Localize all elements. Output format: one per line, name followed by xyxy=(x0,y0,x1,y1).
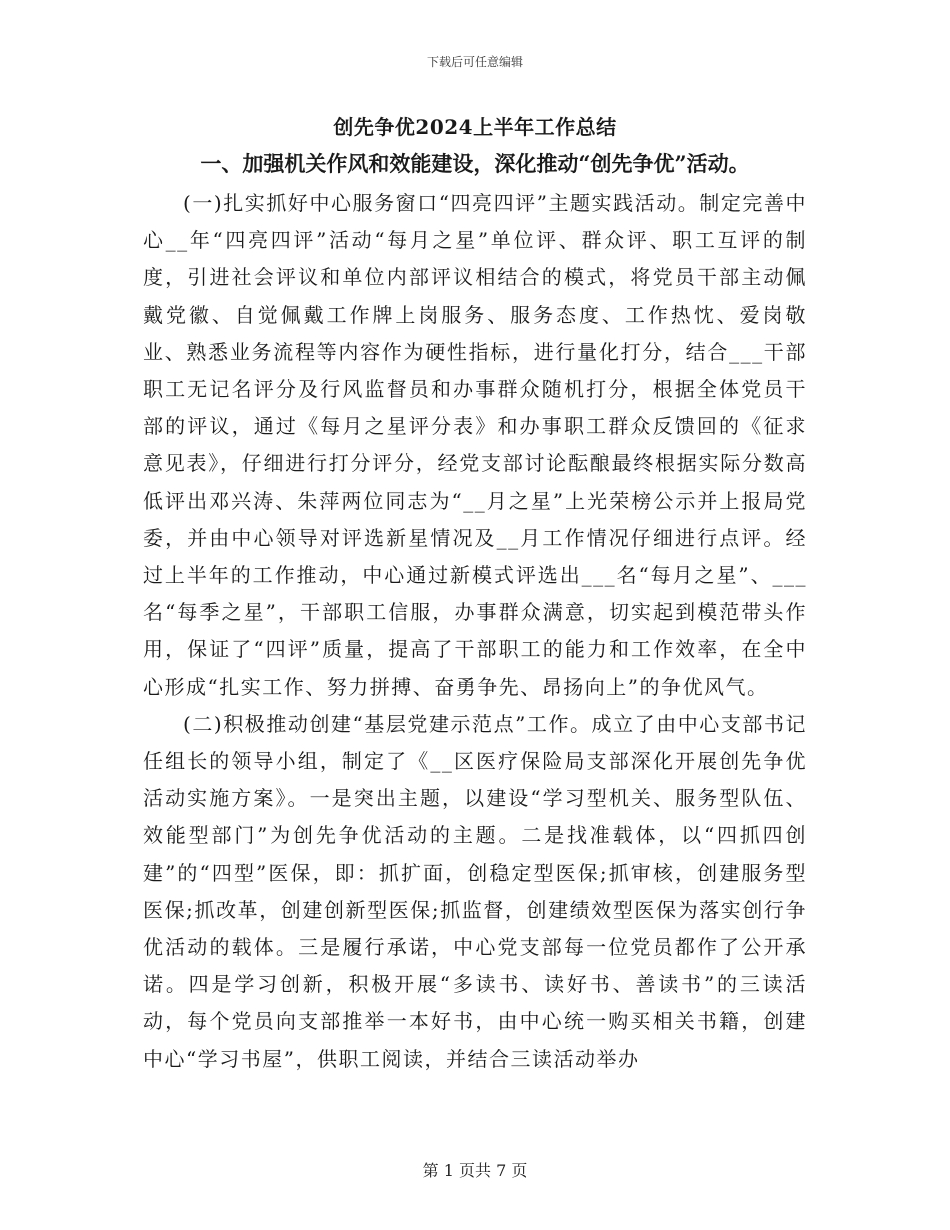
document-body xyxy=(143,113,807,1078)
paragraph-1: (一)扎实抓好中心服务窗口“四亮四评”主题实践活动。制定完善中心__年“四亮四评”活动“每月之星”单位评、群众评、职工互评的制度，引进社会评议和单位内部评议相结合的模式，将党员干部主动佩戴党徽、自觉佩戴工作牌上岗服务、服务态度、工作热忱、爱岗敬业、熟悉业务流程等内容作为硬性指标，进行量化打分，结合___干部职工无记名评分及行风监督员和办事群众随机打分，根据全体党员干部的评议，通过《每月之星评分表》和办事职工群众反馈回的《征求意见表》，仔细进行打分评分，经党支部讨论酝酿最终根据实际分数高低评出邓兴涛、朱萍两位同志为“__月之星”上光荣榜公示并上报局党委，并由中心领导对评选新星情况及__月工作情况仔细进行点评。经过上半年的工作推动，中心通过新模式评选出___名“每月之星”、___名“每季之星”，干部职工信服，办事群众满意，切实起到模范带头作用，保证了“四评”质量，提高了干部职工的能力和工作效率，在全中心形成“扎实工作、努力拼搏、奋勇争先、昂扬向上”的争优风气。 xyxy=(143,191,807,699)
page-footer: 第 1 页共 7 页 xyxy=(422,1161,528,1180)
document-title: 创先争优2024上半年工作总结 xyxy=(333,115,617,139)
paragraph-2: (二)积极推动创建“基层党建示范点”工作。成立了由中心支部书记任组长的领导小组，制定了《__区医疗保险局支部深化开展创先争优活动实施方案》。一是突出主题，以建设“学习型机关、服务型队伍、效能型部门”为创先争优活动的主题。二是找准载体，以“四抓四创建”的“四型”医保，即：抓扩面，创稳定型医保;抓审核，创建服务型医保;抓改革，创建创新型医保;抓监督，创建绩效型医保为落实创行争优活动的载体。三是履行承诺，中心党支部每一位党员都作了公开承诺。四是学习创新，积极开展“多读书、读好书、善读书”的三读活动，每个党员向支部推举一本好书，由中心统一购买相关书籍，创建中心“学习书屋”，供职工阅读，并结合三读活动举办 xyxy=(143,711,807,1071)
section-heading: 一、加强机关作风和效能建设，深化推动“创先争优”活动。 xyxy=(200,151,750,176)
page-header: 下载后可任意编辑 xyxy=(426,55,523,69)
